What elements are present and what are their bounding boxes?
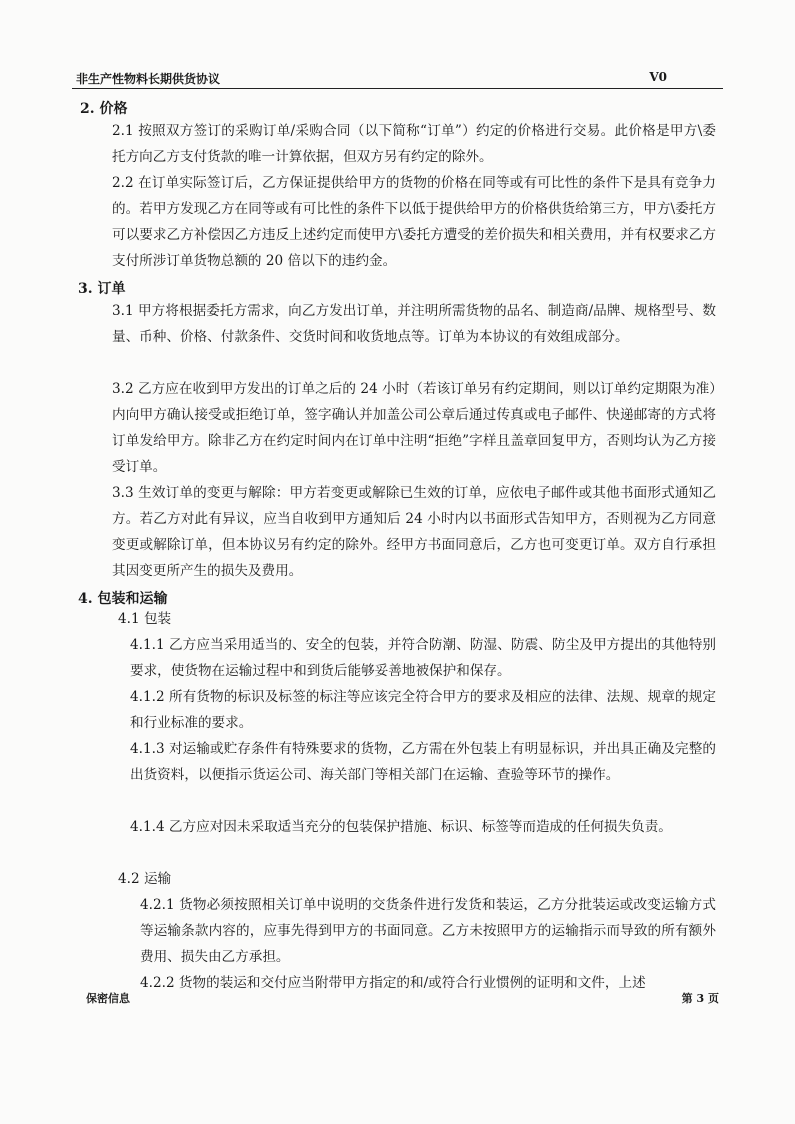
subsection-4-2: 4.2 运输 (118, 871, 172, 887)
section-heading-packaging: 4. 包装和运输 (78, 591, 168, 607)
clause-4-1-2: 4.1.2 所有货物的标识及标签的标注等应该完全符合甲方的要求及相应的法律、法规、规章的规定和行业标准的要求。 (130, 689, 716, 731)
clause-4-2-1: 4.2.1 货物必须按照相关订单中说明的交货条件进行发货和装运，乙方分批装运或改变运输方式等运输条款内容的，应事先得到甲方的书面同意。乙方未按照甲方的运输指示而导致的所有额外费用、损失由乙方承担。 (140, 897, 716, 965)
subsection-4-1: 4.1 包装 (118, 611, 172, 627)
clause-3-1: 3.1 甲方将根据委托方需求，向乙方发出订单，并注明所需货物的品名、制造商/品牌、规格型号、数量、币种、价格、付款条件、交货时间和收货地点等。订单为本协议的有效组成部分。 (112, 303, 716, 345)
clause-3-2: 3.2 乙方应在收到甲方发出的订单之后的 24 小时（若该订单另有约定期间，则以订单约定期限为准）内向甲方确认接受或拒绝订单，签字确认并加盖公司公章后通过传真或电子邮件、快递邮寄的方式将订单发给甲方。除非乙方在约定时间内在订单中注明“拒绝”字样且盖章回复甲方，否则均认为乙方接受订单。 (112, 381, 716, 475)
clause-2-1: 2.1 按照双方签订的采购订单/采购合同（以下简称“订单”）约定的价格进行交易。此价格是甲方\委托方向乙方支付货款的唯一计算依据，但双方另有约定的除外。 (112, 123, 716, 165)
clause-4-1-4: 4.1.4 乙方应对因未采取适当充分的包装保护措施、标识、标签等而造成的任何损失负责。 (130, 819, 672, 835)
clause-4-1-3: 4.1.3 对运输或贮存条件有特殊要求的货物，乙方需在外包装上有明显标识，并出具正确及完整的出货资料，以便指示货运公司、海关部门等相关部门在运输、查验等环节的操作。 (130, 741, 716, 783)
clause-2-2: 2.2 在订单实际签订后，乙方保证提供给甲方的货物的价格在同等或有可比性的条件下是具有竞争力的。若甲方发现乙方在同等或有可比性的条件下以低于提供给甲方的价格供货给第三方，甲方\委托方可以要求乙方补偿因乙方违反上述约定而使甲方\委托方遭受的差价损失和相关费用，并有权要求乙方支付所涉订单货物总额的 20 倍以下的违约金。 (112, 175, 716, 269)
document-version: V0 (649, 70, 667, 84)
section-heading-price: 2. 价格 (80, 101, 128, 117)
page-header (72, 68, 723, 89)
clause-4-1-1: 4.1.1 乙方应当采用适当的、安全的包装，并符合防潮、防湿、防震、防尘及甲方提出的其他特别要求，使货物在运输过程中和到货后能够妥善地被保护和保存。 (130, 637, 716, 679)
confidential-label: 保密信息 (86, 992, 130, 1005)
clause-4-2-2: 4.2.2 货物的装运和交付应当附带甲方指定的和/或符合行业惯例的证明和文件，上述 (140, 975, 646, 991)
page-number: 第 3 页 (681, 992, 719, 1005)
clause-3-3: 3.3 生效订单的变更与解除：甲方若变更或解除已生效的订单，应依电子邮件或其他书面形式通知乙方。若乙方对此有异议，应当自收到甲方通知后 24 小时内以书面形式告知甲方，否则视为乙方同意变更或解除订单，但本协议另有约定的除外。经甲方书面同意后，乙方也可变更订单。双方自行承担其因变更所产生的损失及费用。 (112, 485, 716, 579)
section-heading-order: 3. 订单 (78, 281, 126, 297)
document-title: 非生产性物料长期供货协议 (76, 72, 221, 86)
